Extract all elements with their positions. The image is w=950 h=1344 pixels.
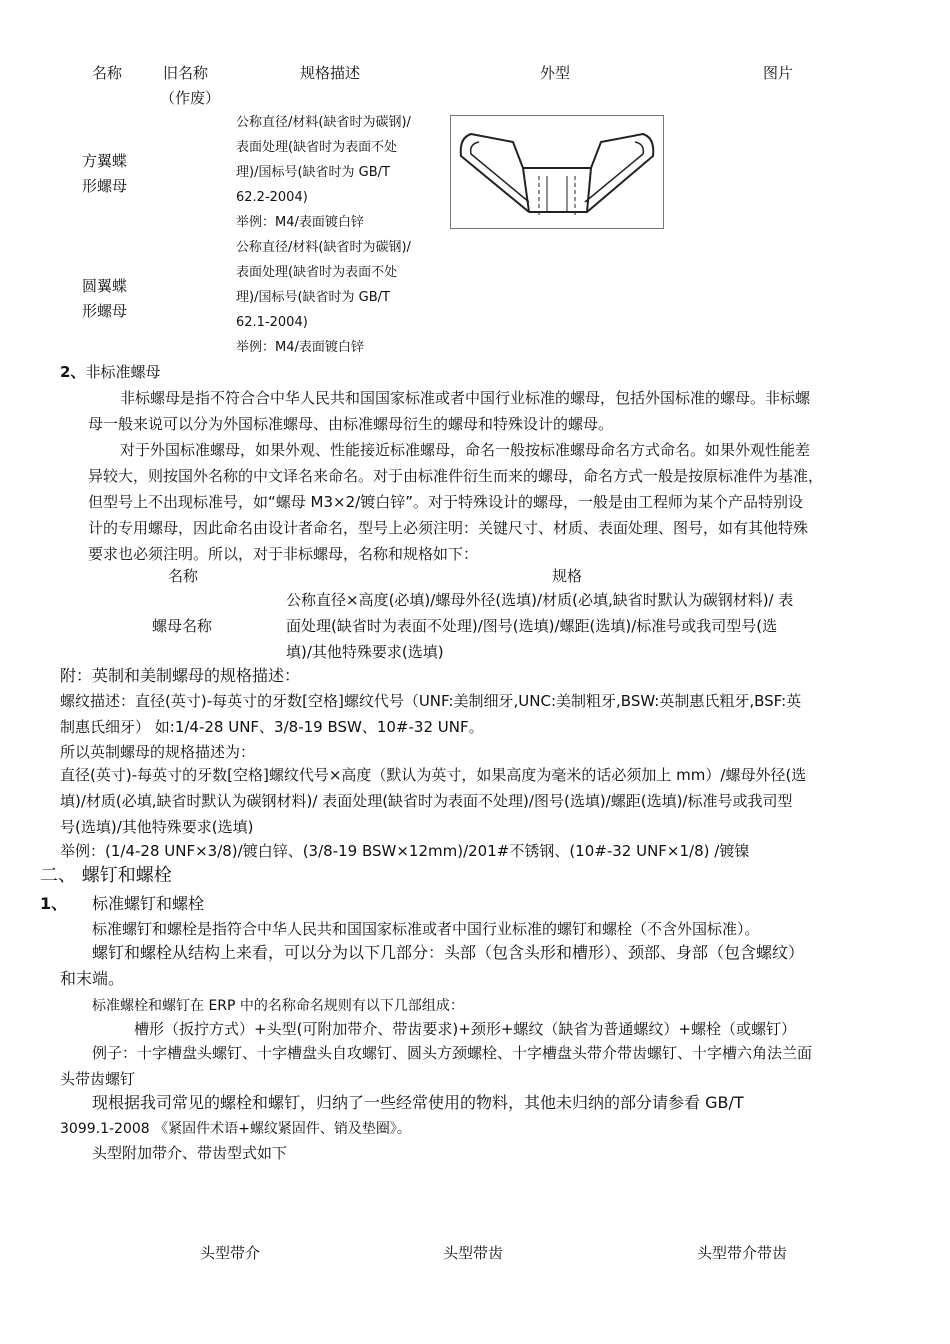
section-heading xyxy=(60,361,160,382)
table-header-old-name: 旧名称 xyxy=(163,64,209,82)
wing-nut-drawing xyxy=(451,116,663,228)
table-header-image: 图片 xyxy=(763,64,794,82)
appendix-title: 附：英制和美制螺母的规格描述： xyxy=(60,666,301,685)
subsection-heading xyxy=(40,891,204,914)
paragraph-line: 头带齿螺钉 xyxy=(60,1070,136,1088)
caption-head-with-teeth: 头型带齿 xyxy=(443,1244,504,1262)
nonstandard-row-name: 螺母名称 xyxy=(152,617,213,635)
nonstandard-row-spec xyxy=(286,587,886,665)
spec-line: 理)/国标号(缺省时为 GB/T xyxy=(236,165,390,180)
paragraph-line: 号(选填)/其他特殊要求(选填) xyxy=(60,818,254,836)
appendix-so-line: 所以英制螺母的规格描述为： xyxy=(60,743,256,761)
row1-name-line1: 方翼蝶 xyxy=(82,152,128,170)
paragraph-nonstandard-naming xyxy=(88,437,896,567)
paragraph-line: 对于外国标准螺母，如果外观、性能接近标准螺母，命名一般按标准螺母命名方式命名。如果外观性能差 xyxy=(120,441,811,459)
table-header-name: 名称 xyxy=(92,64,123,82)
paragraph-reference xyxy=(60,1090,900,1142)
paragraph-line: 螺纹描述：直径(英寸)-每英寸的牙数[空格]螺纹代号（UNF:美制细牙,UNC:美制粗牙,BSW:英制惠氏粗牙,BSF:英 xyxy=(60,692,802,710)
chapter-title: 二、 螺钉和螺栓 xyxy=(40,865,172,886)
paragraph-nonstandard-definition xyxy=(88,385,896,437)
spec-line: 62.2-2004) xyxy=(236,190,308,205)
table-header-shape: 外型 xyxy=(540,64,571,82)
spec-line: 理)/国标号(缺省时为 GB/T xyxy=(236,290,390,305)
row2-name-line1: 圆翼蝶 xyxy=(82,277,128,295)
subsection-title: 标准螺钉和螺栓 xyxy=(92,894,205,913)
appendix-thread-desc xyxy=(60,688,900,740)
row2-name-line2: 形螺母 xyxy=(82,302,128,320)
wing-nut-figure xyxy=(450,115,664,229)
row1-name-line2: 形螺母 xyxy=(82,177,128,195)
paragraph-standard-definition: 标准螺钉和螺栓是指符合中华人民共和国国家标准或者中国行业标准的螺钉和螺栓（不含外国标准）。 xyxy=(92,920,760,938)
table-header-spec: 规格描述 xyxy=(300,64,361,82)
spec-line: 举例：M4/表面镀白锌 xyxy=(236,340,364,355)
paragraph-line: 直径(英寸)-每英寸的牙数[空格]螺纹代号×高度（默认为英寸，如果高度为毫米的话必须加上 mm）/螺母外径(选 xyxy=(60,766,807,784)
paragraph-line: 异较大，则按国外名称的中文译名来命名。对于由标准件衍生而来的螺母，命名方式一般是按原标准件为基准， xyxy=(88,467,824,485)
paragraph-line: 填)/材质(必填,缺省时默认为碳钢材料)/ 表面处理(缺省时为表面不处理)/图号(选填)/螺距(选填)/标准号或我司型 xyxy=(60,792,793,810)
paragraph-line: 非标螺母是指不符合合中华人民共和国国家标准或者中国行业标准的螺母，包括外国标准的螺母。非标螺 xyxy=(120,389,811,407)
paragraph-examples xyxy=(60,1040,900,1092)
paragraph-line: 母一般来说可以分为外国标准螺母、由标准螺母衍生的螺母和特殊设计的螺母。 xyxy=(88,415,614,433)
caption-head-with-washer-and-teeth: 头型带介带齿 xyxy=(697,1244,788,1262)
spec-line: 公称直径/材料(缺省时为碳钢)/ xyxy=(236,115,411,130)
row1-spec xyxy=(236,110,411,235)
paragraph-line: 制惠氏细牙） 如:1/4-28 UNF、3/8-19 BSW、10#-32 UNF。 xyxy=(60,718,484,736)
paragraph-line: 和末端。 xyxy=(60,969,125,988)
spec-line: 表面处理(缺省时为表面不处 xyxy=(236,265,398,280)
section-title: 非标准螺母 xyxy=(85,363,161,381)
paragraph-line: 计的专用螺母，因此命名由设计者命名，型号上必须注明：关键尺寸、材质、表面处理、图号，如有其他特殊 xyxy=(88,519,809,537)
naming-formula: 槽形（扳拧方式）+头型(可附加带介、带齿要求)+颈形+螺纹（缺省为普通螺纹）+螺栓（或螺钉） xyxy=(134,1020,796,1038)
paragraph-line: 现根据我司常见的螺栓和螺钉，归纳了一些经常使用的物料，其他未归纳的部分请参看 GB/T xyxy=(92,1093,744,1112)
paragraph-line: 3099.1-2008 《紧固件术语+螺纹紧固件、销及垫圈》。 xyxy=(60,1121,411,1137)
spec-line: 举例：M4/表面镀白锌 xyxy=(236,215,364,230)
paragraph-structure xyxy=(60,940,900,992)
paragraph-erp-rule: 标准螺栓和螺钉在 ERP 中的名称命名规则有以下几部组成： xyxy=(92,998,464,1014)
spec-line: 公称直径/材料(缺省时为碳钢)/ xyxy=(236,240,411,255)
paragraph-line: 螺钉和螺栓从结构上来看，可以分为以下几部分：头部（包含头形和槽形）、颈部、身部（包含螺纹） xyxy=(92,943,805,962)
paragraph-head-types: 头型附加带介、带齿型式如下 xyxy=(92,1144,288,1162)
section-number: 2、 xyxy=(60,363,86,381)
paragraph-line: 例子：十字槽盘头螺钉、十字槽盘头自攻螺钉、圆头方颈螺栓、十字槽盘头带介带齿螺钉、十字槽六角法兰面 xyxy=(92,1044,813,1062)
spec-line: 62.1-2004) xyxy=(236,315,308,330)
paragraph-line: 要求也必须注明。所以，对于非标螺母，名称和规格如下： xyxy=(88,545,479,563)
caption-head-with-washer: 头型带介 xyxy=(200,1244,261,1262)
appendix-spec xyxy=(60,762,900,840)
row2-spec xyxy=(236,235,411,360)
spec-line: 公称直径×高度(必填)/螺母外径(选填)/材质(必填,缺省时默认为碳钢材料)/ 表 xyxy=(286,591,794,609)
nonstandard-header-name: 名称 xyxy=(168,567,199,585)
appendix-example: 举例：(1/4-28 UNF×3/8)/镀白锌、(3/8-19 BSW×12mm)/201#不锈钢、(10#-32 UNF×1/8) /镀镍 xyxy=(60,842,750,860)
nonstandard-header-spec: 规格 xyxy=(552,567,583,585)
spec-line: 面处理(缺省时为表面不处理)/图号(选填)/螺距(选填)/标准号或我司型号(选 xyxy=(286,617,778,635)
spec-line: 填)/其他特殊要求(选填) xyxy=(286,643,444,661)
spec-line: 表面处理(缺省时为表面不处 xyxy=(236,140,398,155)
table-header-old-name-note: （作废） xyxy=(160,89,221,107)
subsection-number: 1、 xyxy=(40,894,68,913)
paragraph-line: 但型号上不出现标准号，如“螺母 M3×2/镀白锌”。对于特殊设计的螺母，一般是由工程师为某个产品特别设 xyxy=(88,493,803,511)
